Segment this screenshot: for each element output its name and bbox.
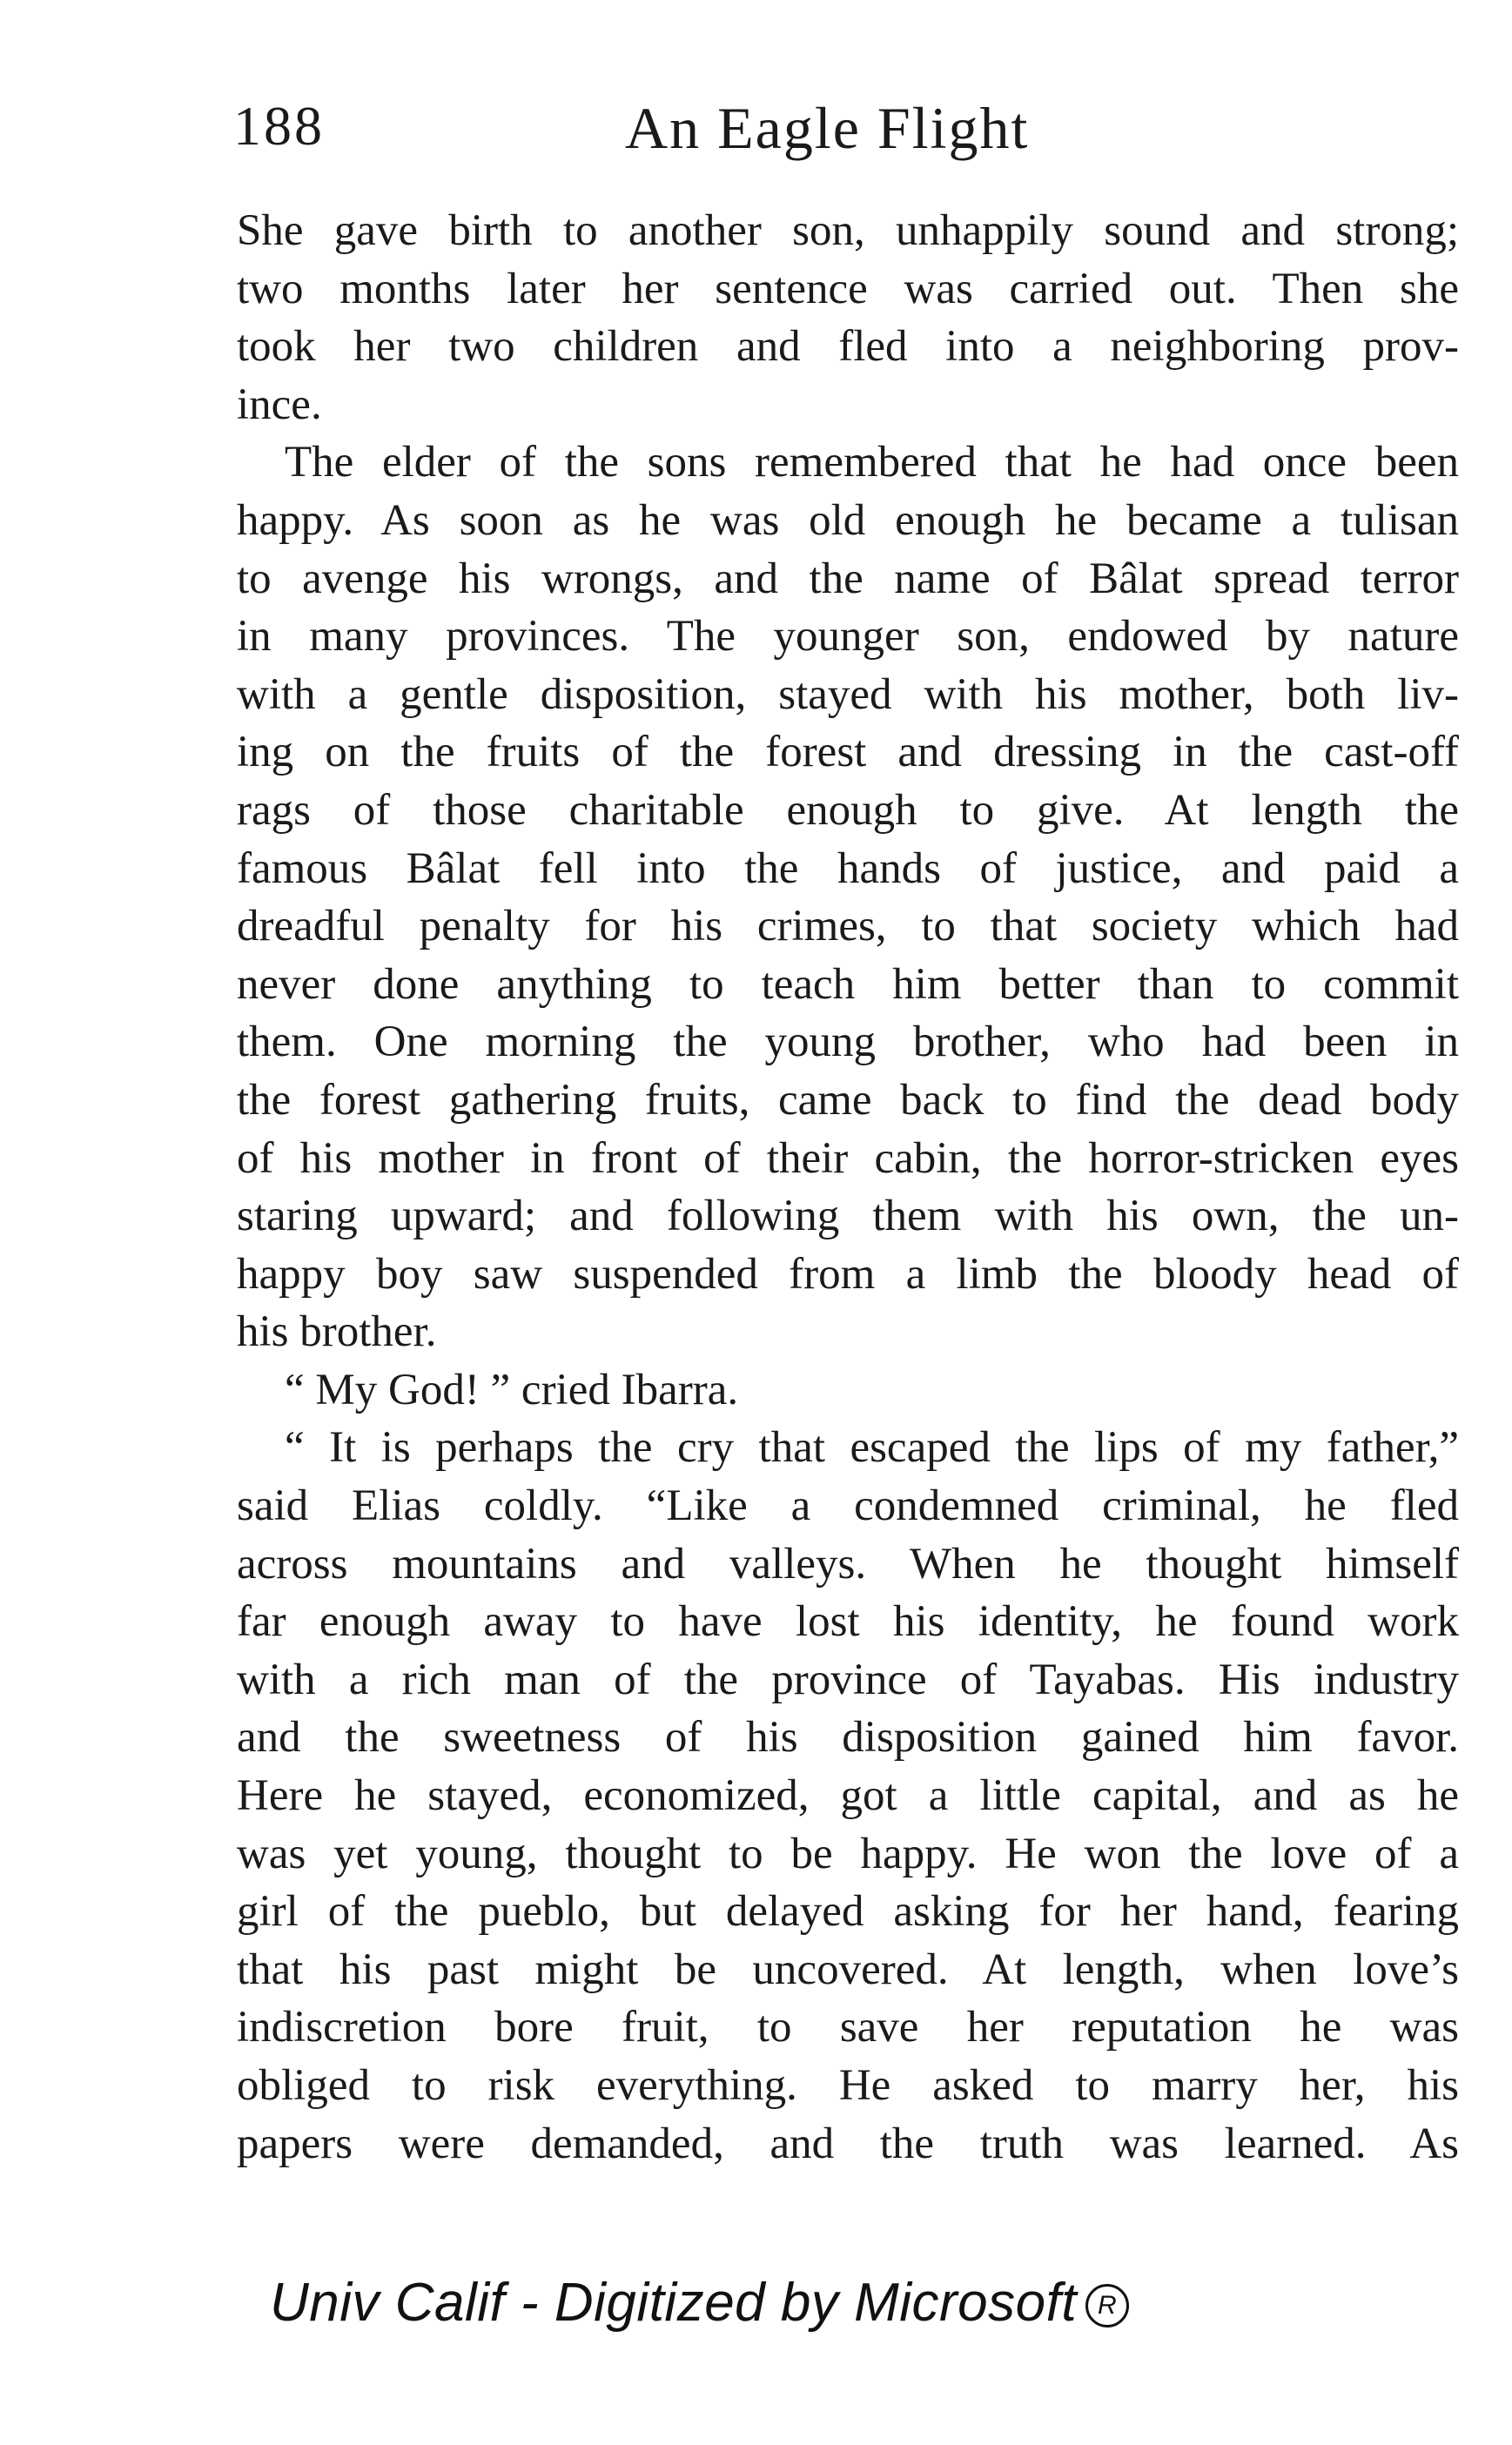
text-line: took her two children and fled into a neighboring prov- [237,322,1459,372]
watermark-text: Univ Calif - Digitized by Microsoft [270,2273,1078,2333]
text-line: them. One morning the young brother, who had been in [237,1018,1459,1067]
text-line: said Elias coldly. “Like a condemned criminal, he fled [237,1481,1459,1531]
text-line: that his past might be uncovered. At length, when love’s [237,1945,1459,1994]
text-line: The elder of the sons remembered that he had once been [285,438,1459,487]
text-line: happy. As soon as he was old enough he became a tulisan [237,495,1459,545]
text-line: dreadful penalty for his crimes, to that society which had [237,902,1459,951]
text-line: ing on the fruits of the forest and dressing in the cast-off [237,728,1459,777]
text-line: Here he stayed, economized, got a little capital, and as he [237,1771,1459,1821]
text-line: happy boy saw suspended from a limb the bloody head of [237,1249,1459,1299]
page-number: 188 [233,95,325,157]
text-line: his brother. [237,1307,437,1357]
running-title: An Eagle Flight [625,95,1030,161]
text-line: with a gentle disposition, stayed with his mother, both liv- [237,669,1459,719]
text-line: was yet young, thought to be happy. He won the love of a [237,1829,1459,1878]
text-line: and the sweetness of his disposition gained him favor. [237,1713,1459,1763]
text-line: “ It is perhaps the cry that escaped the lips of my father,” [285,1423,1459,1473]
text-line: staring upward; and following them with his own, the un- [237,1192,1459,1241]
text-line: “ My God! ” cried Ibarra. [285,1365,739,1414]
text-line: of his mother in front of their cabin, the horror-stricken eyes [237,1133,1459,1183]
body-text [237,202,1459,2173]
text-line: She gave birth to another son, unhappily sound and strong; [237,206,1459,255]
text-line: obliged to risk everything. He asked to marry her, his [237,2061,1459,2110]
text-line: indiscretion bore fruit, to save her reputation he was [237,2003,1459,2052]
text-line: to avenge his wrongs, and the name of Bâlat spread terror [237,554,1459,603]
digitization-watermark [270,2272,1314,2334]
text-line: famous Bâlat fell into the hands of justice, and paid a [237,843,1459,893]
page-header [233,94,1461,181]
text-line: the forest gathering fruits, came back to find the dead body [237,1075,1459,1125]
text-line: papers were demanded, and the truth was learned. As [237,2119,1459,2168]
text-line: ince. [237,380,322,429]
text-line: two months later her sentence was carried out. Then she [237,264,1459,313]
text-line: across mountains and valleys. When he thought himself [237,1539,1459,1589]
text-line: in many provinces. The younger son, endowed by nature [237,612,1459,662]
text-line: never done anything to teach him better than to commit [237,959,1459,1009]
text-line: girl of the pueblo, but delayed asking for her hand, fearing [237,1887,1459,1937]
registered-mark-icon: R [1085,2284,1129,2327]
text-line: rags of those charitable enough to give. At length the [237,785,1459,835]
text-line: far enough away to have lost his identity, he found work [237,1597,1459,1647]
text-line: with a rich man of the province of Tayabas. His industry [237,1655,1459,1704]
